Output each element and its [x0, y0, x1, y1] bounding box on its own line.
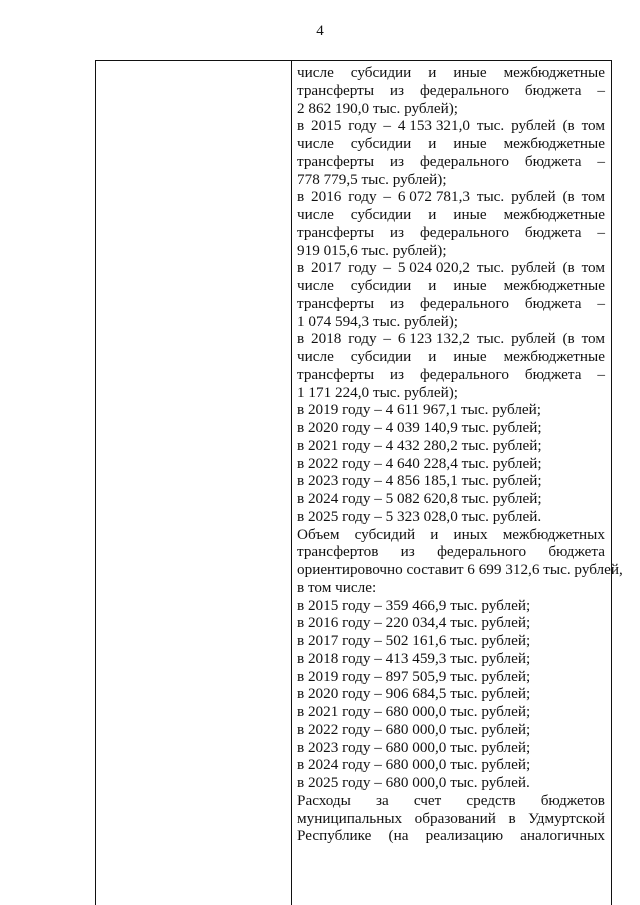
text-line [297, 366, 605, 384]
text-word: Республике [297, 827, 372, 845]
text-word: бюджета [524, 365, 582, 383]
text-line [297, 330, 605, 348]
text-word: трансферты [297, 152, 375, 170]
text-word: образований [414, 809, 496, 827]
text-word: – [383, 188, 391, 206]
text-line: в 2022 году – 4 640 228,4 тыс. рублей; [297, 454, 542, 472]
text-word: федерального [419, 81, 509, 99]
table-left-cell [96, 61, 292, 905]
text-word: за [375, 791, 389, 809]
text-word: счет [413, 791, 442, 809]
text-word: и [428, 277, 437, 294]
text-word: 2016 [311, 188, 342, 206]
text-word: трансферты [297, 81, 375, 99]
text-word: и [428, 348, 437, 365]
text-word: субсидии [350, 64, 412, 81]
text-word: 2018 [311, 330, 342, 348]
text-word: в [297, 259, 305, 277]
text-word: – [597, 294, 605, 312]
text-word: муниципальных [297, 809, 403, 827]
text-word: числе [297, 206, 334, 223]
text-word: бюджета [524, 294, 582, 312]
text-word: рублей [511, 330, 556, 348]
text-line [297, 135, 605, 153]
text-word: – [597, 81, 605, 99]
text-word: Удмуртской [528, 809, 605, 827]
text-line [297, 543, 605, 561]
text-word: (в [562, 188, 575, 206]
text-line [297, 117, 605, 135]
text-word: – [383, 117, 391, 135]
text-word: межбюджетные [503, 206, 605, 223]
text-word: и [430, 525, 439, 543]
text-line: в 2017 году – 502 161,6 тыс. рублей; [297, 632, 531, 649]
text-line: в 2024 году – 5 082 620,8 тыс. рублей; [297, 490, 542, 507]
text-word: из [389, 365, 405, 383]
text-line: в 2015 году – 359 466,9 тыс. рублей; [297, 596, 531, 614]
text-word: в [297, 330, 305, 348]
text-word: субсидии [350, 206, 412, 223]
text-line [297, 277, 605, 295]
text-word: тыс. [476, 117, 505, 135]
text-word: рублей [511, 188, 556, 206]
text-word: бюджета [524, 81, 582, 99]
text-line: в 2023 году – 680 000,0 тыс. рублей; [297, 738, 531, 756]
text-line: в 2019 году – 4 611 967,1 тыс. рублей; [297, 401, 542, 419]
text-line [297, 810, 605, 828]
text-word: аналогичных [520, 827, 605, 845]
text-word: в [297, 117, 305, 135]
text-word: федерального [419, 223, 509, 241]
text-line: в 2020 году – 906 684,5 тыс. рублей; [297, 685, 531, 703]
text-word: и [428, 206, 437, 223]
text-word: (на [388, 827, 409, 845]
text-line: в 2025 году – 5 323 028,0 тыс. рублей. [297, 507, 542, 525]
text-line [297, 259, 605, 277]
text-line: 778 779,5 тыс. рублей); [297, 170, 447, 188]
text-line: 1 171 224,0 тыс. рублей); [297, 383, 458, 401]
text-line [297, 82, 605, 100]
text-word: числе [297, 135, 334, 152]
text-word: (в [562, 259, 575, 277]
text-word: тыс. [476, 259, 505, 277]
text-word: 6 123 132,2 [397, 330, 470, 348]
text-word: числе [297, 348, 334, 365]
text-line: в 2018 году – 413 459,3 тыс. рублей; [297, 649, 531, 667]
text-line: в том числе: [297, 578, 377, 596]
text-line [297, 295, 605, 313]
text-word: трансфертов [297, 543, 379, 561]
text-word: межбюджетные [503, 135, 605, 152]
text-word: иные [453, 348, 487, 365]
text-line [297, 792, 605, 810]
text-line: в 2020 году – 4 039 140,9 тыс. рублей; [297, 419, 542, 436]
text-word: иные [453, 206, 487, 223]
text-line: в 2025 году – 680 000,0 тыс. рублей. [297, 774, 530, 791]
text-word: иные [453, 277, 487, 294]
text-word: – [597, 152, 605, 170]
text-word: межбюджетные [503, 348, 605, 365]
text-word: Объем [297, 525, 340, 543]
text-word: числе [297, 277, 334, 294]
text-line [297, 348, 605, 366]
text-line: в 2021 году – 680 000,0 тыс. рублей; [297, 703, 531, 720]
text-word: числе [297, 64, 334, 81]
text-word: межбюджетные [503, 277, 605, 294]
text-line [297, 153, 605, 171]
text-word: субсидии [350, 348, 412, 365]
text-word: трансферты [297, 223, 375, 241]
content-table [95, 60, 623, 905]
text-line [297, 526, 605, 544]
text-word: – [597, 223, 605, 241]
text-word: из [389, 81, 405, 99]
text-word: 2015 [311, 117, 342, 135]
text-word: из [389, 223, 405, 241]
text-word: году [348, 330, 377, 348]
text-word: межбюджетных [502, 525, 605, 543]
text-word: рублей [511, 259, 556, 277]
text-word: и [428, 64, 437, 81]
text-word: трансферты [297, 294, 375, 312]
text-line [297, 224, 605, 242]
text-word: том [581, 188, 605, 206]
text-word: тыс. [476, 330, 505, 348]
text-word: субсидии [350, 277, 412, 294]
text-line [297, 64, 605, 82]
text-word: 4 153 321,0 [397, 117, 470, 135]
text-word: рублей [511, 117, 556, 135]
text-word: (в [562, 330, 575, 348]
text-word: 2017 [311, 259, 342, 277]
text-line: в 2019 году – 897 505,9 тыс. рублей; [297, 667, 531, 685]
text-word: бюджета [524, 152, 582, 170]
text-word: году [348, 117, 377, 135]
page-number: 4 [316, 23, 324, 39]
text-word: федерального [419, 152, 509, 170]
text-word: тыс. [476, 188, 505, 206]
text-word: году [348, 188, 377, 206]
text-word: бюджетов [540, 791, 605, 809]
text-word: из [400, 543, 415, 561]
text-line: в 2023 году – 4 856 185,1 тыс. рублей; [297, 472, 542, 490]
text-word: федерального [419, 294, 509, 312]
text-word: 5 024 020,2 [397, 259, 470, 277]
text-line [297, 188, 605, 206]
text-word: из [389, 152, 405, 170]
text-line: 2 862 190,0 тыс. рублей); [297, 99, 458, 117]
text-word: иных [453, 525, 488, 543]
text-word: – [597, 365, 605, 383]
text-word: (в [562, 117, 575, 135]
text-word: трансферты [297, 365, 375, 383]
text-word: том [581, 330, 605, 348]
text-word: 6 072 781,3 [397, 188, 470, 206]
text-word: федерального [437, 543, 527, 561]
text-word: бюджета [548, 543, 605, 561]
text-word: бюджета [524, 223, 582, 241]
text-word: межбюджетные [503, 64, 605, 81]
text-line: 1 074 594,3 тыс. рублей); [297, 312, 458, 330]
text-word: Расходы [297, 791, 351, 809]
text-word: федерального [419, 365, 509, 383]
text-line: в 2024 году – 680 000,0 тыс. рублей; [297, 756, 531, 774]
text-line: ориентировочно составит 6 699 312,6 тыс. рублей, [297, 561, 623, 578]
table-right-cell [297, 64, 623, 845]
text-line: в 2021 году – 4 432 280,2 тыс. рублей; [297, 436, 542, 454]
text-line: в 2016 году – 220 034,4 тыс. рублей; [297, 614, 531, 632]
text-word: средств [466, 791, 516, 809]
text-word: в [297, 188, 305, 206]
text-line [297, 827, 605, 845]
text-word: том [581, 259, 605, 277]
text-word: в [508, 809, 516, 827]
text-word: реализацию [425, 827, 504, 845]
text-line: 919 015,6 тыс. рублей); [297, 241, 447, 259]
text-word: из [389, 294, 405, 312]
text-word: иные [453, 135, 487, 152]
text-word: иные [453, 64, 487, 81]
text-line: в 2022 году – 680 000,0 тыс. рублей; [297, 720, 531, 738]
text-word: и [428, 135, 437, 152]
text-word: году [348, 259, 377, 277]
text-line [297, 206, 605, 224]
text-word: – [383, 259, 391, 277]
text-word: – [383, 330, 391, 348]
text-word: субсидии [350, 135, 412, 152]
text-word: субсидий [354, 525, 416, 543]
text-word: том [581, 117, 605, 135]
